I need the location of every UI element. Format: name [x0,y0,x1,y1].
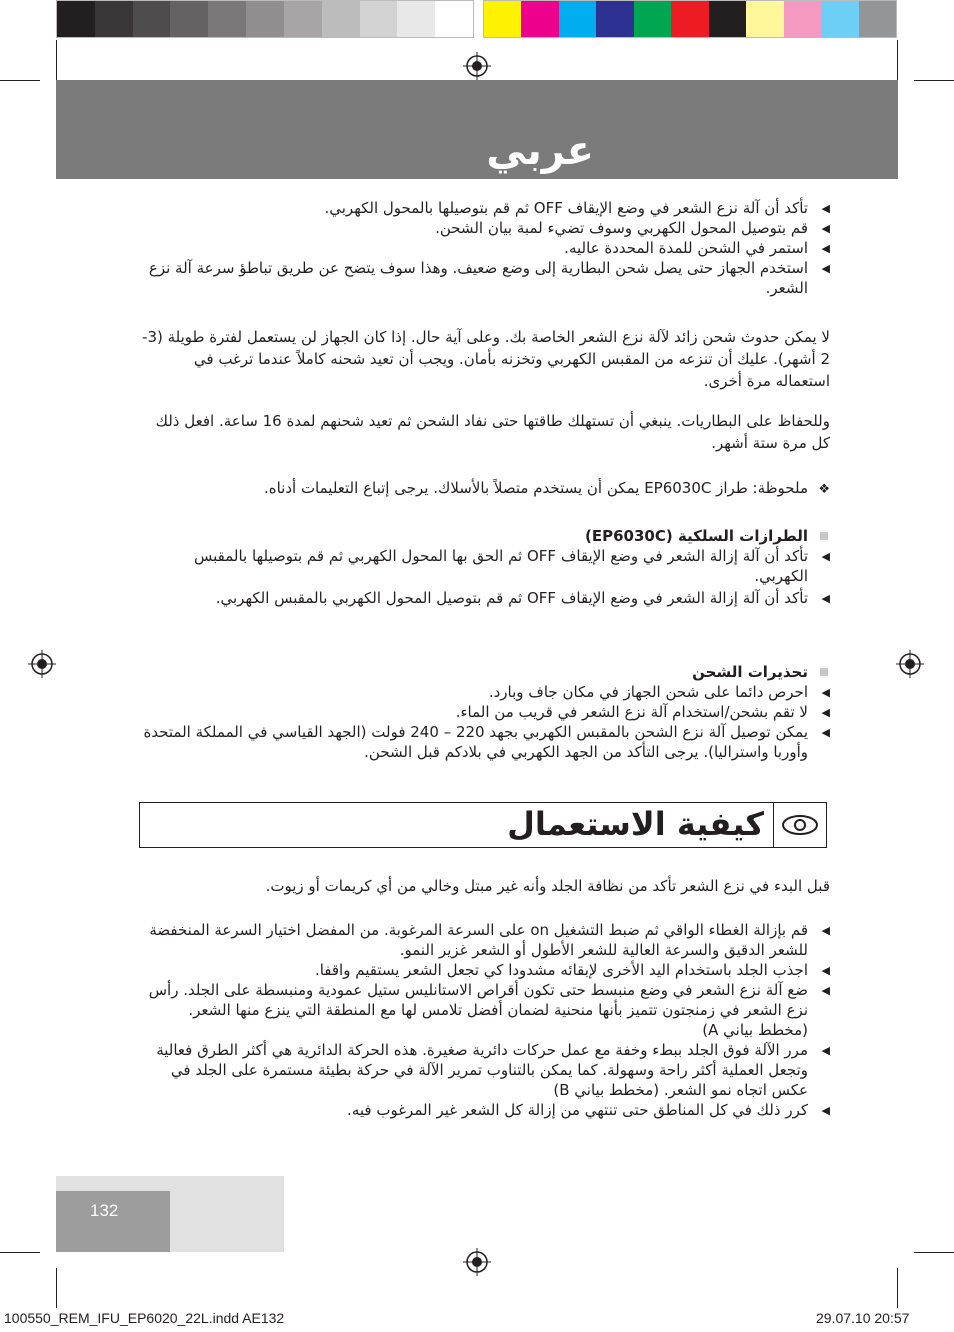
crop-mark [56,40,57,80]
crop-mark [0,80,40,81]
eye-icon [773,803,826,847]
usage-bullet-list [140,920,830,1120]
paragraph-battery-care: وللحفاظ على البطاريات. ينبغي أن تستهلك طاقتها حتى نفاد الشحن ثم تعيد شحنهم لمدة 16 ساعة. افعل ذلك كل مرة ستة أشهر. [155,412,830,452]
registration-mark-icon [463,1248,491,1276]
list-item: ◀ يمكن توصيل آلة نزع الشحن بالمقبس الكهربي بجهد 220 – 240 فولت (الجهد القياسي في المملكة المتحدة وأوربا واستراليا). يرجى التأكد من الجهد الكهربي في بلادكم قبل الشحن. [140,722,830,762]
list-item: ◀ استمر في الشحن للمدة المحددة عاليه. [140,238,830,258]
paragraph-overcharge: لا يمكن حدوث شحن زائد لآلة نزع الشعر الخاصة بك. وعلى آية حال. إذا كان الجهاز لن يستعمل لفترة طويلة (3-2 أشهر). عليك أن تنزعه من المقبس الكهربي وتخزنه بأمان. ويجب أن تعيد شحنه كاملاً عندما ترغب في استعماله مرة أخرى. [142,328,830,390]
note [140,478,830,498]
color-calibration-bar [483,0,897,38]
list-item: ◀ قم بإزالة الغطاء الواقي ثم ضبط التشغيل on على السرعة المرغوبة. من المفضل اختيار السرعة المنخفضة للشعر الدقيق والسرعة العالية للشعر الأطول أو الشعر غزير النمو. [140,920,830,960]
list-item: ◀ كرر ذلك في كل المناطق حتى تنتهي من إزالة كل الشعر غير المرغوب فيه. [140,1100,830,1120]
registration-mark-icon [896,650,924,678]
list-item: ◀ استخدم الجهاز حتى يصل شحن البطارية إلى وضع ضعيف. وهذا سوف يتضح عن طريق تباطؤ سرعة آلة نزع الشعر. [140,258,830,298]
crop-mark [914,80,954,81]
section-heading: الطرازات السلكية (EP6030C) [140,526,830,546]
usage-intro: قبل البدء في نزع الشعر تأكد من نظافة الجلد وأنه غير مبتل وخالي من أي كريمات أو زيوت. [265,877,830,895]
section-heading: تحذيرات الشحن [140,662,830,682]
note-text: ملحوظة: طراز EP6030C يمكن أن يستخدم متصلاً بالأسلاك. يرجى إتباع التعليمات أدناه. [263,479,808,497]
list-item: ◀ لا تقم بشحن/استخدام آلة نزع الشعر في قريب من الماء. [140,702,830,722]
footer-file-info: 100550_REM_IFU_EP6020_22L.indd AE132 [4,1310,285,1326]
cordless-section [140,526,830,608]
list-item: ◀ قم بتوصيل المحول الكهربي وسوف تضيء لمبة بيان الشحن. [140,218,830,238]
usage-section-title: كيفية الاستعمال [507,805,764,843]
crop-mark [914,1252,954,1253]
list-item: ◀ تأكد أن آلة إزالة الشعر في وضع الإيقاف OFF ثم قم بتوصيل المحول الكهربي بالمقبس الكهربي. [140,588,830,608]
header-band [56,80,898,179]
footer-date: 29.07.10 20:57 [816,1310,910,1326]
crop-mark [897,40,898,80]
diamond-arrow-icon: ❖ [818,482,830,497]
list-item: ◀ ضع آلة نزع الشعر في وضع منبسط حتى تكون أقراص الاستانليس ستيل عمودية ومنبسطة على الجلد. رأس نزع الشعر في زمنجتون تتميز بأنها منحنية لضمان أفضل تلامس لها مع المنطقة التي ينزع منها الشعر. (مخطط بياني A) [140,980,830,1040]
list-item: ◀ تأكد أن آلة إزالة الشعر في وضع الإيقاف OFF ثم الحق بها المحول الكهربي ثم قم بتوصيلها بالمقبس الكهربي. [140,546,830,586]
page-number: 132 [90,1201,119,1220]
crop-mark [56,1268,57,1308]
list-item: ◀ تأكد أن آلة نزع الشعر في وضع الإيقاف OFF ثم قم بتوصيلها بالمحول الكهربي. [140,198,830,218]
list-item: ◀ اجذب الجلد باستخدام اليد الأخرى لإبقائه مشدودا كي تجعل الشعر يستقيم واقفا. [140,960,830,980]
warnings-section [140,662,830,762]
usage-section-header [139,802,827,848]
crop-mark [0,1252,40,1253]
page-title: عربي [486,128,594,174]
crop-mark [897,1268,898,1308]
registration-mark-icon [463,52,491,80]
list-item: ◀ مرر الآلة فوق الجلد ببطء وخفة مع عمل حركات دائرية صغيرة. هذه الحركة الدائرية هي أكثر الطرق فعالية وتجعل العملية أكثر راحة وسهولة. كما يمكن بالتناوب تمرير الآلة في حركة بطيئة مستمرة على الجلد في عكس اتجاه نمو الشعر. (مخطط بياني B) [140,1040,830,1100]
intro-bullet-list [140,198,830,298]
registration-mark-icon [28,650,56,678]
grayscale-calibration-bar [56,0,474,38]
list-item: ◀ احرص دائما على شحن الجهاز في مكان جاف وبارد. [140,682,830,702]
